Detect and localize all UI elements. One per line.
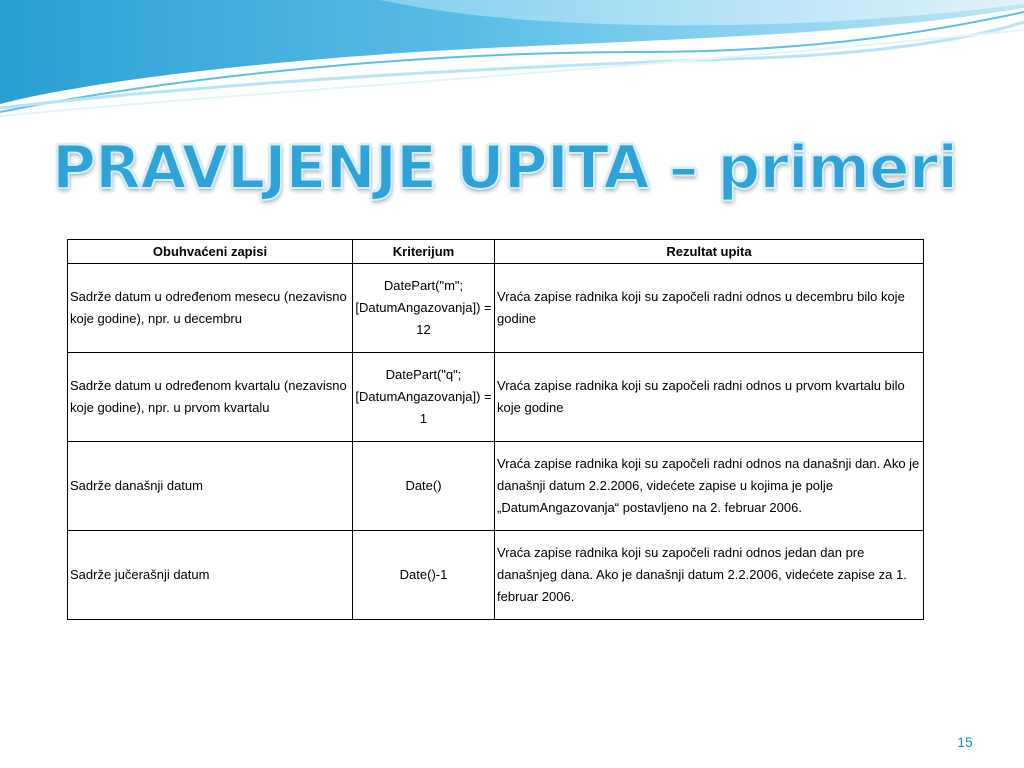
- query-examples-table: [67, 239, 924, 620]
- result-cell: Vraća zapise radnika koji su započeli radni odnos jedan dan pre današnjeg dana. Ako je današnji datum 2.2.2006, videćete zapise za 1. februar 2006.: [495, 531, 924, 620]
- table-row: [68, 353, 924, 442]
- table-row: [68, 531, 924, 620]
- records-cell: Sadrže današnji datum: [68, 442, 353, 531]
- table-row: [68, 442, 924, 531]
- header-wave-decoration: [0, 0, 1024, 120]
- table-header-row: [68, 240, 924, 264]
- result-cell: Vraća zapise radnika koji su započeli radni odnos na današnji dan. Ako je današnji datum 2.2.2006, videćete zapise u kojima je polje „DatumAngazovanja“ postavljeno na 2. februar 2006.: [495, 442, 924, 531]
- header-covered-records: Obuhvaćeni zapisi: [68, 240, 353, 264]
- records-cell: Sadrže jučerašnji datum: [68, 531, 353, 620]
- criteria-cell: DatePart("m"; [DatumAngazovanja]) = 12: [353, 264, 495, 353]
- criteria-cell: Date()-1: [353, 531, 495, 620]
- table-row: [68, 264, 924, 353]
- records-cell: Sadrže datum u određenom kvartalu (nezavisno koje godine), npr. u prvom kvartalu: [68, 353, 353, 442]
- criteria-cell: DatePart("q"; [DatumAngazovanja]) = 1: [353, 353, 495, 442]
- page-number: 15: [957, 734, 973, 750]
- records-cell: Sadrže datum u određenom mesecu (nezavisno koje godine), npr. u decembru: [68, 264, 353, 353]
- header-criterion: Kriterijum: [353, 240, 495, 264]
- slide-title: PRAVLJENJE UPITA – primeri: [52, 133, 957, 203]
- criteria-cell: Date(): [353, 442, 495, 531]
- header-query-result: Rezultat upita: [495, 240, 924, 264]
- result-cell: Vraća zapise radnika koji su započeli radni odnos u decembru bilo koje godine: [495, 264, 924, 353]
- result-cell: Vraća zapise radnika koji su započeli radni odnos u prvom kvartalu bilo koje godine: [495, 353, 924, 442]
